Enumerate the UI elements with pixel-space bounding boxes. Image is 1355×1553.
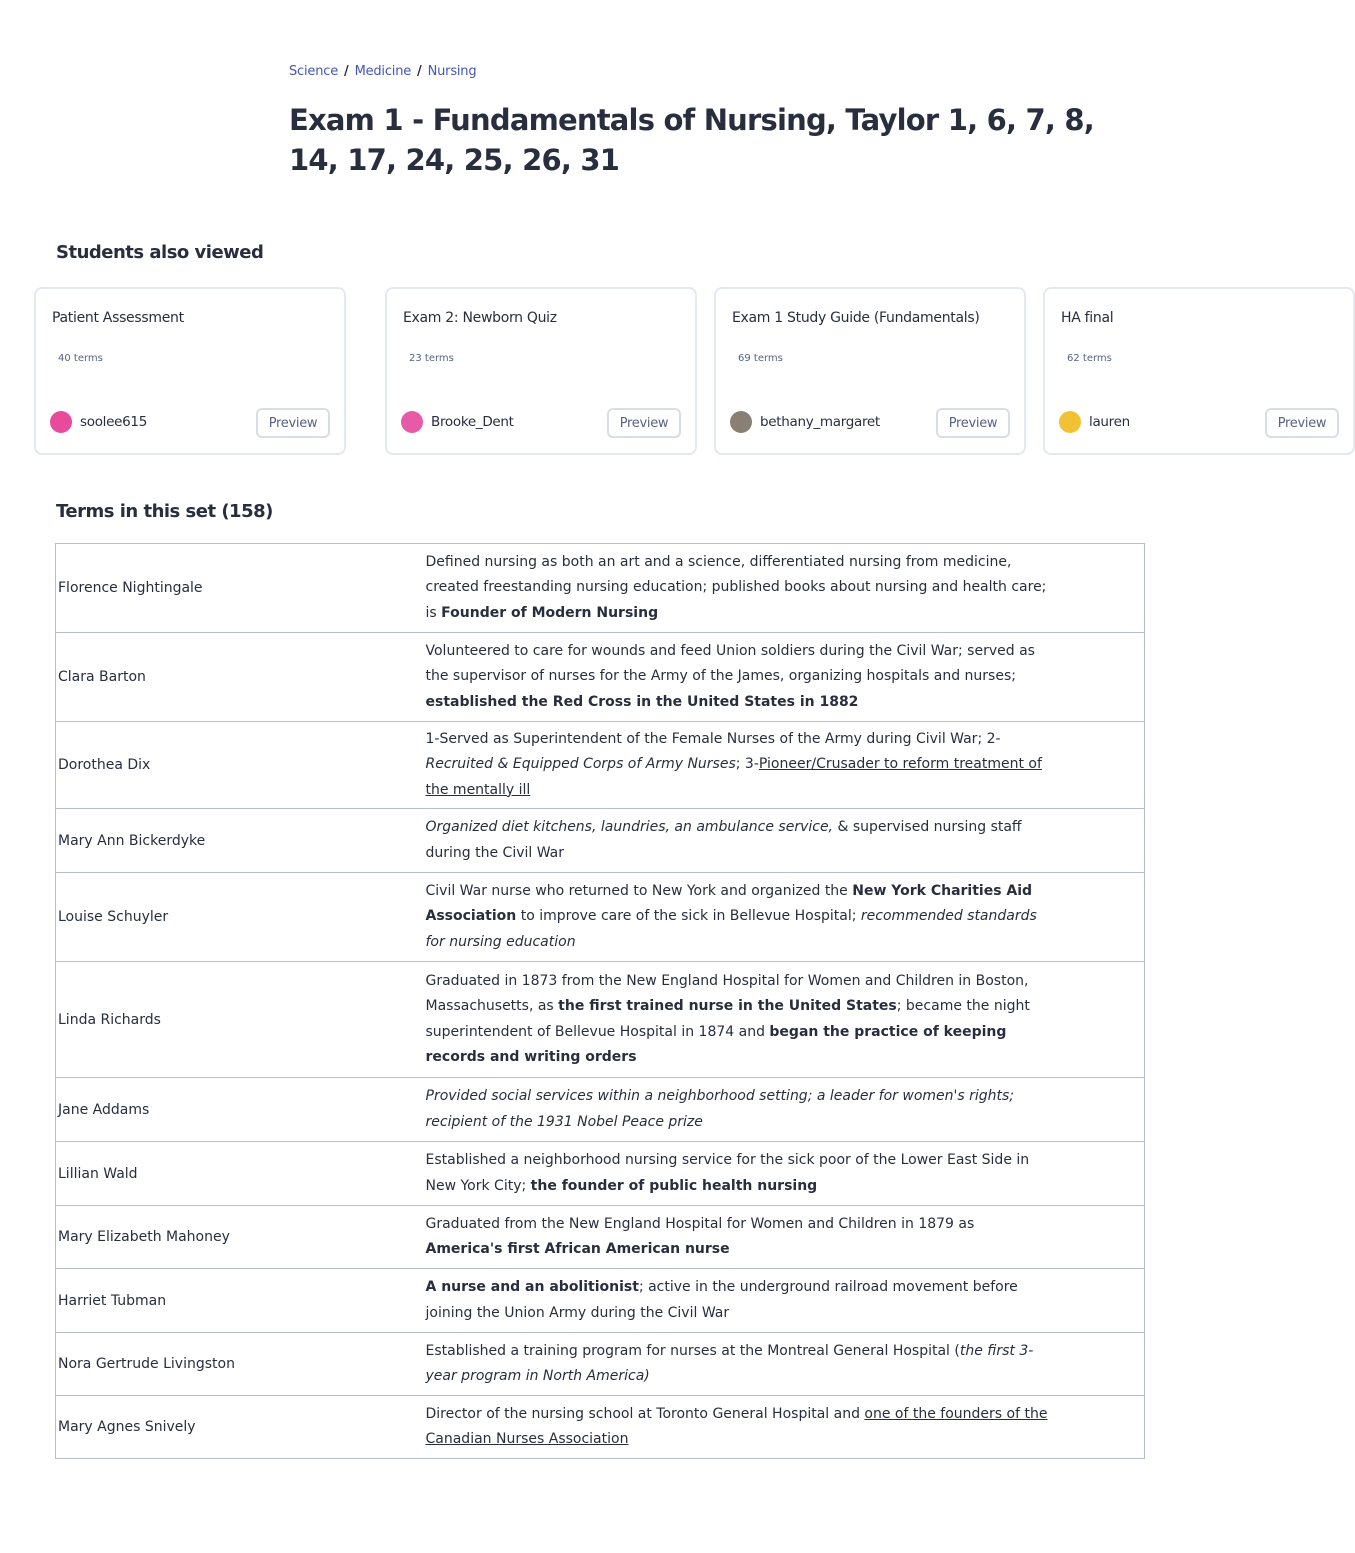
username[interactable]: Brooke_Dent	[431, 414, 514, 430]
term-row	[56, 809, 1145, 873]
definition-segment: the first trained nurse in the United States	[558, 998, 897, 1014]
term-text: Lillian Wald	[56, 1142, 396, 1206]
term-text: Jane Addams	[56, 1078, 396, 1142]
definition-text	[426, 722, 1145, 809]
column-gap	[396, 1078, 426, 1142]
terms-heading: Terms in this set (158)	[56, 501, 273, 522]
column-gap	[396, 809, 426, 873]
card-user[interactable]	[1059, 411, 1130, 433]
card-user[interactable]	[730, 411, 880, 433]
column-gap	[396, 633, 426, 722]
definition-segment: Recruited & Equipped Corps of Army Nurses	[425, 756, 736, 773]
definition-segment: began the practice of keeping records and writing orders	[425, 1023, 1007, 1065]
definition-segment: ; became the night superintendent of Bellevue Hospital in 1874 and	[425, 998, 1030, 1040]
term-text: Florence Nightingale	[56, 544, 396, 633]
term-row	[56, 1206, 1145, 1269]
page-title: Exam 1 - Fundamentals of Nursing, Taylor 1, 6, 7, 8, 14, 17, 24, 25, 26, 31	[289, 103, 1094, 177]
term-row	[56, 633, 1145, 722]
definition-segment: 1-Served as Superintendent of the Female Nurses of the Army during Civil War; 2-	[425, 730, 1001, 747]
column-gap	[396, 1333, 426, 1396]
definition-text	[426, 1078, 1145, 1142]
definition-segment: Organized diet kitchens, laundries, an ambulance service,	[425, 819, 834, 835]
study-set-card[interactable]	[34, 287, 346, 455]
definition-segment: Director of the nursing school at Toronto General Hospital and	[425, 1405, 865, 1422]
column-gap	[396, 1206, 426, 1269]
card-term-count: 62 terms	[1067, 353, 1112, 364]
definition-text	[426, 633, 1145, 722]
definition-text	[426, 1333, 1145, 1396]
term-row	[56, 544, 1145, 633]
breadcrumb-link-nursing[interactable]: Nursing	[427, 64, 477, 79]
definition-text	[426, 873, 1145, 962]
definition-segment: ; active in the underground railroad movement before joining the Union Army during the Civil War	[425, 1279, 1018, 1321]
definition-segment: Volunteered to care for wounds and feed Union soldiers during the Civil War; served as the supervisor of nurses for the Army of the James, organizing hospitals and nurses;	[425, 642, 1035, 685]
definition-text	[426, 1142, 1145, 1206]
definition-segment: & supervised nursing staff during the Civil War	[425, 819, 1022, 861]
definition-segment: America's first African American nurse	[425, 1241, 730, 1257]
card-term-count: 40 terms	[58, 353, 103, 364]
definition-segment: Civil War nurse who returned to New York and organized the	[425, 882, 853, 899]
definition-text	[426, 1269, 1145, 1333]
column-gap	[396, 1142, 426, 1206]
username[interactable]: lauren	[1089, 414, 1130, 430]
term-row	[56, 1333, 1145, 1396]
avatar	[50, 411, 72, 433]
avatar	[1059, 411, 1081, 433]
definition-text	[426, 809, 1145, 873]
card-user[interactable]	[50, 411, 147, 433]
preview-button[interactable]: Preview	[936, 408, 1010, 438]
card-term-count: 23 terms	[409, 353, 454, 364]
avatar	[401, 411, 423, 433]
definition-segment: established the Red Cross in the United States in 1882	[425, 693, 859, 710]
term-row	[56, 1078, 1145, 1142]
definition-segment: Defined nursing as both an art and a science, differentiated nursing from medicine, created freestanding nursing education; published books about nursing and health care; is	[425, 553, 1047, 621]
preview-button[interactable]: Preview	[607, 408, 681, 438]
terms-table	[55, 543, 1145, 1459]
study-set-card[interactable]	[385, 287, 697, 455]
column-gap	[396, 1396, 426, 1459]
definition-segment: recommended standards for nursing education	[425, 908, 1037, 950]
column-gap	[396, 873, 426, 962]
card-title[interactable]: Exam 1 Study Guide (Fundamentals)	[732, 310, 980, 326]
definition-segment: Provided social services within a neighborhood setting; a leader for women's rights; recipient of the 1931 Nobel Peace prize	[425, 1088, 1015, 1130]
term-text: Louise Schuyler	[56, 873, 396, 962]
card-title[interactable]: HA final	[1061, 310, 1114, 326]
definition-text	[426, 544, 1145, 633]
term-text: Dorothea Dix	[56, 722, 396, 809]
term-row	[56, 1142, 1145, 1206]
term-text: Mary Agnes Snively	[56, 1396, 396, 1459]
card-user[interactable]	[401, 411, 514, 433]
definition-text	[426, 1396, 1145, 1459]
definition-segment: Established a neighborhood nursing service for the sick poor of the Lower East Side in New York City;	[425, 1152, 1030, 1194]
term-text: Nora Gertrude Livingston	[56, 1333, 396, 1396]
card-title[interactable]: Exam 2: Newborn Quiz	[403, 310, 557, 326]
breadcrumb	[289, 64, 476, 79]
term-row	[56, 873, 1145, 962]
study-set-card[interactable]	[714, 287, 1026, 455]
column-gap	[396, 962, 426, 1078]
students-also-viewed-carousel[interactable]	[52, 287, 1327, 459]
definition-segment: the founder of public health nursing	[530, 1177, 818, 1194]
definition-segment: New York Charities Aid Association	[425, 882, 1033, 925]
breadcrumb-separator: /	[344, 64, 349, 79]
username[interactable]: bethany_margaret	[760, 414, 880, 430]
definition-text	[426, 1206, 1145, 1269]
definition-segment: one of the founders of the Canadian Nurses Association	[425, 1405, 1048, 1447]
breadcrumb-separator: /	[417, 64, 422, 79]
term-text: Mary Elizabeth Mahoney	[56, 1206, 396, 1269]
column-gap	[396, 544, 426, 633]
definition-segment: Graduated from the New England Hospital for Women and Children in 1879 as	[425, 1215, 975, 1232]
study-set-card[interactable]	[1043, 287, 1355, 455]
term-row	[56, 1396, 1145, 1459]
term-text: Clara Barton	[56, 633, 396, 722]
term-text: Linda Richards	[56, 962, 396, 1078]
definition-text	[426, 962, 1145, 1078]
definition-segment: Established a training program for nurses at the Montreal General Hospital (	[425, 1342, 960, 1359]
preview-button[interactable]: Preview	[256, 408, 330, 438]
username[interactable]: soolee615	[80, 414, 147, 430]
definition-segment: Founder of Modern Nursing	[441, 604, 659, 621]
preview-button[interactable]: Preview	[1265, 408, 1339, 438]
column-gap	[396, 722, 426, 809]
breadcrumb-link-medicine[interactable]: Medicine	[354, 64, 412, 79]
definition-segment: A nurse and an abolitionist	[425, 1279, 639, 1295]
term-text: Harriet Tubman	[56, 1269, 396, 1333]
students-also-viewed-heading: Students also viewed	[56, 242, 264, 263]
breadcrumb-link-science[interactable]: Science	[289, 64, 338, 79]
term-row	[56, 962, 1145, 1078]
avatar	[730, 411, 752, 433]
card-term-count: 69 terms	[738, 353, 783, 364]
term-text: Mary Ann Bickerdyke	[56, 809, 396, 873]
definition-segment: Graduated in 1873 from the New England Hospital for Women and Children in Boston, Massachusetts, as	[425, 972, 1029, 1014]
definition-segment: ; 3-	[735, 756, 759, 773]
column-gap	[396, 1269, 426, 1333]
term-row	[56, 722, 1145, 809]
definition-segment: to improve care of the sick in Bellevue Hospital;	[516, 908, 861, 925]
term-row	[56, 1269, 1145, 1333]
card-track	[52, 287, 1327, 459]
definition-segment: Pioneer/Crusader to reform treatment of the mentally ill	[425, 756, 1042, 798]
card-title[interactable]: Patient Assessment	[52, 310, 184, 326]
definition-segment: the first 3-year program in North America)	[425, 1342, 1034, 1384]
